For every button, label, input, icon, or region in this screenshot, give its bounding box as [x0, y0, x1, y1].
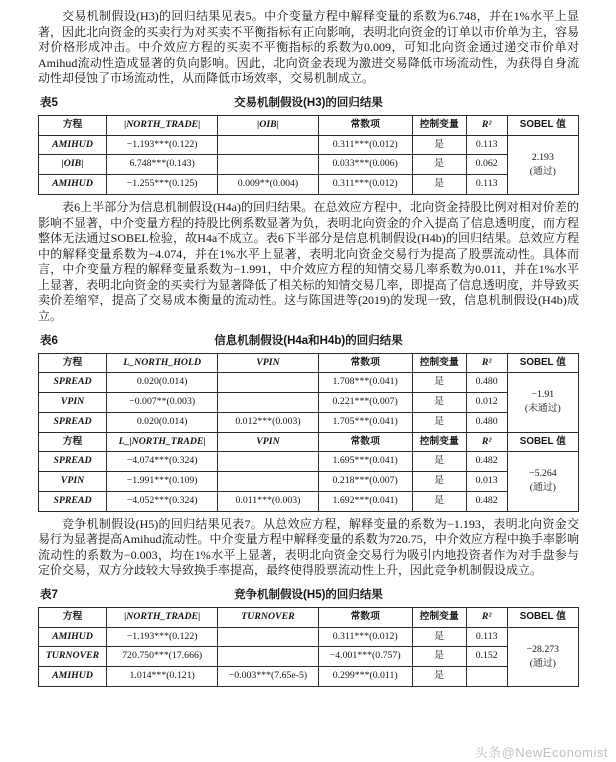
header-cell: R² — [466, 432, 507, 452]
sobel-result: (通过) — [529, 165, 556, 177]
header-cell: R² — [466, 115, 507, 135]
header-cell: 控制变量 — [412, 607, 466, 627]
row-label-cell: TURNOVER — [39, 647, 107, 667]
paragraph-1: 交易机制假设(H3)的回归结果见表5。中介变量方程中解释变量的系数为6.748，并在1%水平上显著，因此北向资金的买卖行为对买卖不平衡指标有正向影响，表明北向资金的订单以市价单为主，容易对价格形成冲击。中介效应方程的买卖不平衡指标的系数为0.009，可知北向资金通过递交市价单对Amihud流动性造成显著的负向影响。因此，北向资金表现为激进交易降低市场流动性，为获得自身流动性却侵蚀了市场流动性，从而降低市场效率，交易机制成立。 — [38, 9, 579, 86]
header-cell: SOBEL 值 — [507, 353, 578, 373]
row-label-cell: AMIHUD — [39, 175, 107, 195]
data-cell: −1.991***(0.109) — [107, 472, 218, 492]
table7-caption — [38, 586, 579, 602]
header-cell: SOBEL 值 — [507, 115, 578, 135]
sobel-cell — [507, 373, 578, 432]
data-cell: 0.020(0.014) — [107, 412, 218, 432]
data-cell: 0.218***(0.007) — [318, 472, 412, 492]
table-7 — [38, 607, 579, 687]
header-cell: 控制变量 — [412, 432, 466, 452]
sobel-result: (未通过) — [524, 403, 561, 415]
data-cell: 1.014***(0.121) — [107, 667, 218, 687]
data-cell: 0.012***(0.003) — [218, 412, 318, 432]
sobel-result: (通过) — [529, 657, 556, 669]
data-cell: −0.007**(0.003) — [107, 393, 218, 413]
table-6 — [38, 353, 579, 512]
data-cell: 是 — [412, 393, 466, 413]
table-header-row — [39, 432, 579, 452]
header-cell: 方程 — [39, 115, 107, 135]
data-cell: 1.692***(0.041) — [318, 491, 412, 511]
data-cell: 0.152 — [466, 647, 507, 667]
table6-caption — [38, 332, 579, 348]
data-cell — [218, 472, 318, 492]
table-row — [39, 373, 579, 393]
table-row — [39, 647, 579, 667]
header-cell: 控制变量 — [412, 115, 466, 135]
data-cell: 是 — [412, 135, 466, 155]
data-cell: 是 — [412, 491, 466, 511]
table6-label: 表6 — [40, 334, 58, 347]
data-cell — [466, 667, 507, 687]
data-cell: 0.480 — [466, 373, 507, 393]
data-cell: 0.113 — [466, 175, 507, 195]
data-cell: −1.193***(0.122) — [107, 135, 218, 155]
table-header-row — [39, 607, 579, 627]
data-cell: 1.708***(0.041) — [318, 373, 412, 393]
watermark: 头条@NewEconomist — [473, 742, 610, 761]
row-label-cell: AMIHUD — [39, 667, 107, 687]
paragraph-3: 竞争机制假设(H5)的回归结果见表7。从总效应方程，解释变量的系数为−1.193，表明北向资金交易行为显著提高Amihud流动性。中介变量方程中解释变量的系数为720.75，中介效应方程中换手率影响流动性的系数为−0.003，均在1%水平上显著，表明北向资金交易行为吸引内地投资者作为对手盘参与定价交易，双方分歧较大导致换手率提高，最终使得股票流动性上升，因此竞争机制假设成立。 — [38, 516, 579, 578]
data-cell: −4.074***(0.324) — [107, 452, 218, 472]
data-cell: 0.062 — [466, 155, 507, 175]
data-cell: 0.033***(0.006) — [318, 155, 412, 175]
sobel-value: −5.264 — [529, 468, 557, 480]
header-cell: VPIN — [218, 353, 318, 373]
row-label-cell: AMIHUD — [39, 627, 107, 647]
row-label-cell: SPREAD — [39, 452, 107, 472]
data-cell: 0.311***(0.012) — [318, 175, 412, 195]
data-cell: 0.482 — [466, 452, 507, 472]
table-row — [39, 393, 579, 413]
header-cell: 控制变量 — [412, 353, 466, 373]
data-cell: 0.113 — [466, 135, 507, 155]
header-cell: 常数项 — [318, 115, 412, 135]
sobel-value: 2.193 — [531, 151, 554, 163]
data-cell: −0.003***(7.65e-5) — [218, 667, 318, 687]
table5-title: 交易机制假设(H3)的回归结果 — [234, 96, 383, 109]
data-cell: 0.012 — [466, 393, 507, 413]
data-cell — [218, 373, 318, 393]
sobel-cell — [507, 627, 578, 686]
table-row — [39, 667, 579, 687]
row-label-cell: |OIB| — [39, 155, 107, 175]
table-header-row — [39, 353, 579, 373]
header-cell: |NORTH_TRADE| — [107, 115, 218, 135]
data-cell: 0.020(0.014) — [107, 373, 218, 393]
data-cell: 0.009**(0.004) — [218, 175, 318, 195]
row-label-cell: AMIHUD — [39, 135, 107, 155]
sobel-cell — [507, 452, 578, 511]
table5-label: 表5 — [40, 96, 58, 109]
table-row — [39, 412, 579, 432]
data-cell: 0.013 — [466, 472, 507, 492]
data-cell — [218, 647, 318, 667]
header-cell: L_|NORTH_TRADE| — [107, 432, 218, 452]
table-row — [39, 491, 579, 511]
data-cell — [218, 627, 318, 647]
row-label-cell: SPREAD — [39, 491, 107, 511]
table6-title: 信息机制假设(H4a和H4b)的回归结果 — [214, 334, 403, 347]
table-row — [39, 135, 579, 155]
data-cell: 0.311***(0.012) — [318, 135, 412, 155]
table-row — [39, 452, 579, 472]
paragraph-2: 表6上半部分为信息机制假设(H4a)的回归结果。在总效应方程中，北向资金持股比例对相对价差的影响不显著，中介变量方程的持股比例系数显著为负，表明北向资金的介入提高了信息透明度，而方程整体无法通过SOBEL检验，故H4a不成立。表6下半部分是信息机制假设(H4b)的回归结果。总效应方程中的解释变量系数为−4.074，并在1%水平上显著，表明北向资金交易行为提高了股票流动性。具体而言，中介变量方程的解释变量系数为−1.991，中介效应方程的知情交易几率系数为0.011，并在1%水平上显著，表明北向资金的买卖行为显著降低了相关标的知情交易几率，即提高了信息透明度，并导致买卖价差缩窄，提高了交易成本衡量的流动性。这与陈国进等(2019)的发现一致，信息机制假设(H4b)成立。 — [38, 199, 579, 324]
data-cell: −1.255***(0.125) — [107, 175, 218, 195]
sobel-value: −28.273 — [526, 643, 560, 655]
sobel-cell — [507, 135, 578, 194]
data-cell: 0.311***(0.012) — [318, 627, 412, 647]
data-cell: 是 — [412, 627, 466, 647]
data-cell: 720.750***(17.666) — [107, 647, 218, 667]
table-5 — [38, 115, 579, 195]
header-cell: L_NORTH_HOLD — [107, 353, 218, 373]
data-cell: −4.001***(0.757) — [318, 647, 412, 667]
header-cell: SOBEL 值 — [507, 607, 578, 627]
data-cell: 是 — [412, 412, 466, 432]
data-cell — [218, 452, 318, 472]
header-cell: VPIN — [218, 432, 318, 452]
data-cell: 0.011***(0.003) — [218, 491, 318, 511]
data-cell: −4.052***(0.324) — [107, 491, 218, 511]
data-cell: 6.748***(0.143) — [107, 155, 218, 175]
data-cell: 是 — [412, 373, 466, 393]
table7-title: 竞争机制假设(H5)的回归结果 — [234, 588, 383, 601]
data-cell: 0.482 — [466, 491, 507, 511]
header-cell: 方程 — [39, 432, 107, 452]
data-cell: 是 — [412, 155, 466, 175]
data-cell — [218, 135, 318, 155]
data-cell: 0.113 — [466, 627, 507, 647]
data-cell: 1.705***(0.041) — [318, 412, 412, 432]
data-cell: 是 — [412, 667, 466, 687]
row-label-cell: VPIN — [39, 393, 107, 413]
header-cell: 常数项 — [318, 607, 412, 627]
header-cell: 常数项 — [318, 353, 412, 373]
sobel-result: (通过) — [529, 482, 556, 494]
row-label-cell: SPREAD — [39, 373, 107, 393]
header-cell: R² — [466, 607, 507, 627]
header-cell: 方程 — [39, 607, 107, 627]
table-header-row — [39, 115, 579, 135]
row-label-cell: VPIN — [39, 472, 107, 492]
header-cell: SOBEL 值 — [507, 432, 578, 452]
data-cell: −1.193***(0.122) — [107, 627, 218, 647]
header-cell: |NORTH_TRADE| — [107, 607, 218, 627]
data-cell: 0.221***(0.007) — [318, 393, 412, 413]
header-cell: TURNOVER — [218, 607, 318, 627]
table7-label: 表7 — [40, 588, 58, 601]
data-cell: 是 — [412, 472, 466, 492]
table5-caption — [38, 94, 579, 110]
data-cell — [218, 393, 318, 413]
data-cell: 1.695***(0.041) — [318, 452, 412, 472]
data-cell: 是 — [412, 175, 466, 195]
data-cell — [218, 155, 318, 175]
table-row — [39, 627, 579, 647]
header-cell: 方程 — [39, 353, 107, 373]
table-row — [39, 472, 579, 492]
data-cell: 0.480 — [466, 412, 507, 432]
row-label-cell: SPREAD — [39, 412, 107, 432]
table-row — [39, 175, 579, 195]
data-cell: 0.299***(0.011) — [318, 667, 412, 687]
sobel-value: −1.91 — [531, 389, 555, 401]
data-cell: 是 — [412, 452, 466, 472]
data-cell: 是 — [412, 647, 466, 667]
table-row — [39, 155, 579, 175]
header-cell: 常数项 — [318, 432, 412, 452]
header-cell: |OIB| — [218, 115, 318, 135]
header-cell: R² — [466, 353, 507, 373]
